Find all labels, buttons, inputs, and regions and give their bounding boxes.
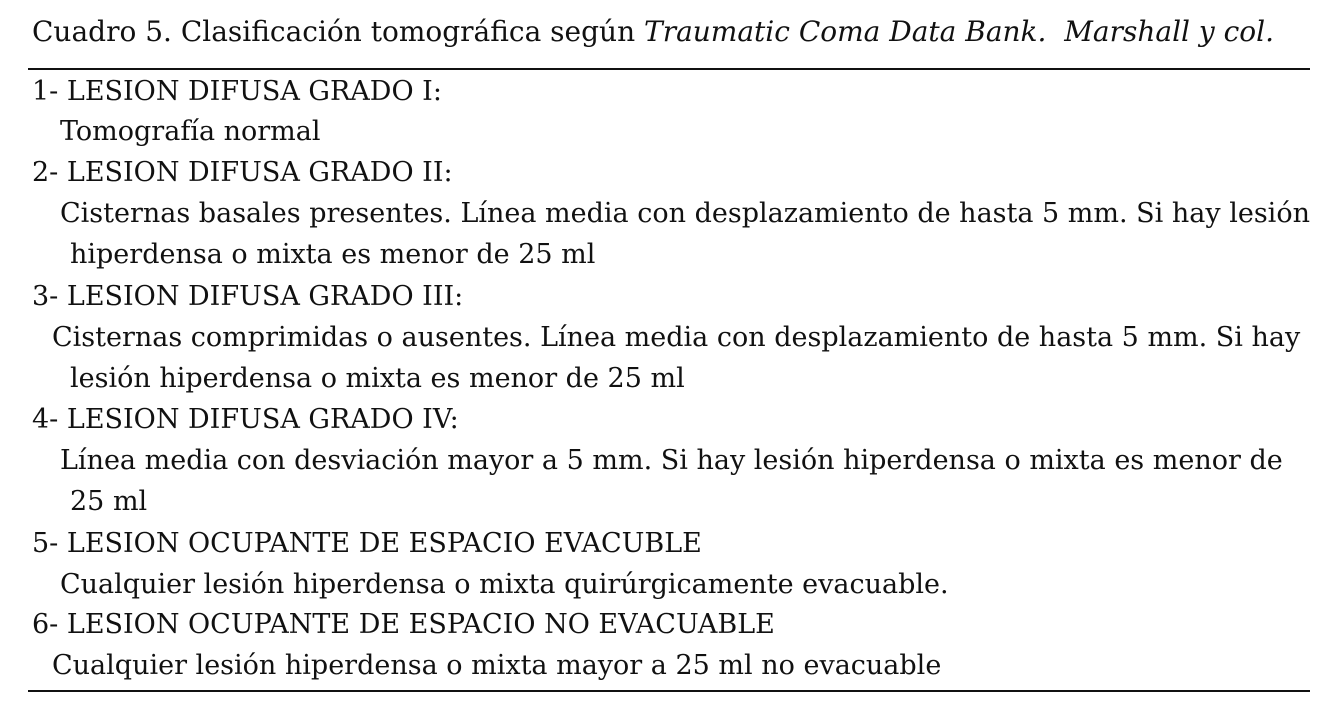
entry-2-heading: 2- LESION DIFUSA GRADO II:: [32, 157, 453, 188]
entry-1-heading: 1- LESION DIFUSA GRADO I:: [32, 76, 442, 107]
entry-5-description: Cualquier lesión hiperdensa o mixta quirúrgicamente evacuable.: [60, 569, 949, 600]
entry-6-description: Cualquier lesión hiperdensa o mixta mayor a 25 ml no evacuable: [52, 650, 942, 681]
entry-4-heading: 4- LESION DIFUSA GRADO IV:: [32, 404, 459, 435]
entry-1-description: Tomografía normal: [60, 116, 321, 147]
entry-4-description-line-2: 25 ml: [70, 486, 148, 517]
entry-3-heading: 3- LESION DIFUSA GRADO III:: [32, 281, 464, 312]
caption-source: Traumatic Coma Data Bank.: [644, 15, 1047, 48]
entry-3-description-line-1: Cisternas comprimidas o ausentes. Línea media con desplazamiento de hasta 5 mm. Si hay: [52, 322, 1301, 353]
entry-2-description-line-2: hiperdensa o mixta es menor de 25 ml: [70, 239, 596, 270]
entry-4-description-line-1: Línea media con desviación mayor a 5 mm. Si hay lesión hiperdensa o mixta es menor de: [60, 445, 1283, 476]
caption-authors: Marshall y col.: [1064, 15, 1275, 48]
entry-3-description-line-2: lesión hiperdensa o mixta es menor de 25 ml: [70, 363, 685, 394]
entry-6-heading: 6- LESION OCUPANTE DE ESPACIO NO EVACUABLE: [32, 609, 775, 640]
caption-prefix: Cuadro 5. Clasificación tomográfica según: [32, 15, 645, 48]
entry-2-description-line-1: Cisternas basales presentes. Línea media con desplazamiento de hasta 5 mm. Si hay lesión: [60, 198, 1310, 229]
top-rule: [28, 68, 1310, 70]
entry-5-heading: 5- LESION OCUPANTE DE ESPACIO EVACUBLE: [32, 528, 702, 559]
bottom-rule: [28, 690, 1310, 692]
table-caption: [32, 12, 1274, 52]
